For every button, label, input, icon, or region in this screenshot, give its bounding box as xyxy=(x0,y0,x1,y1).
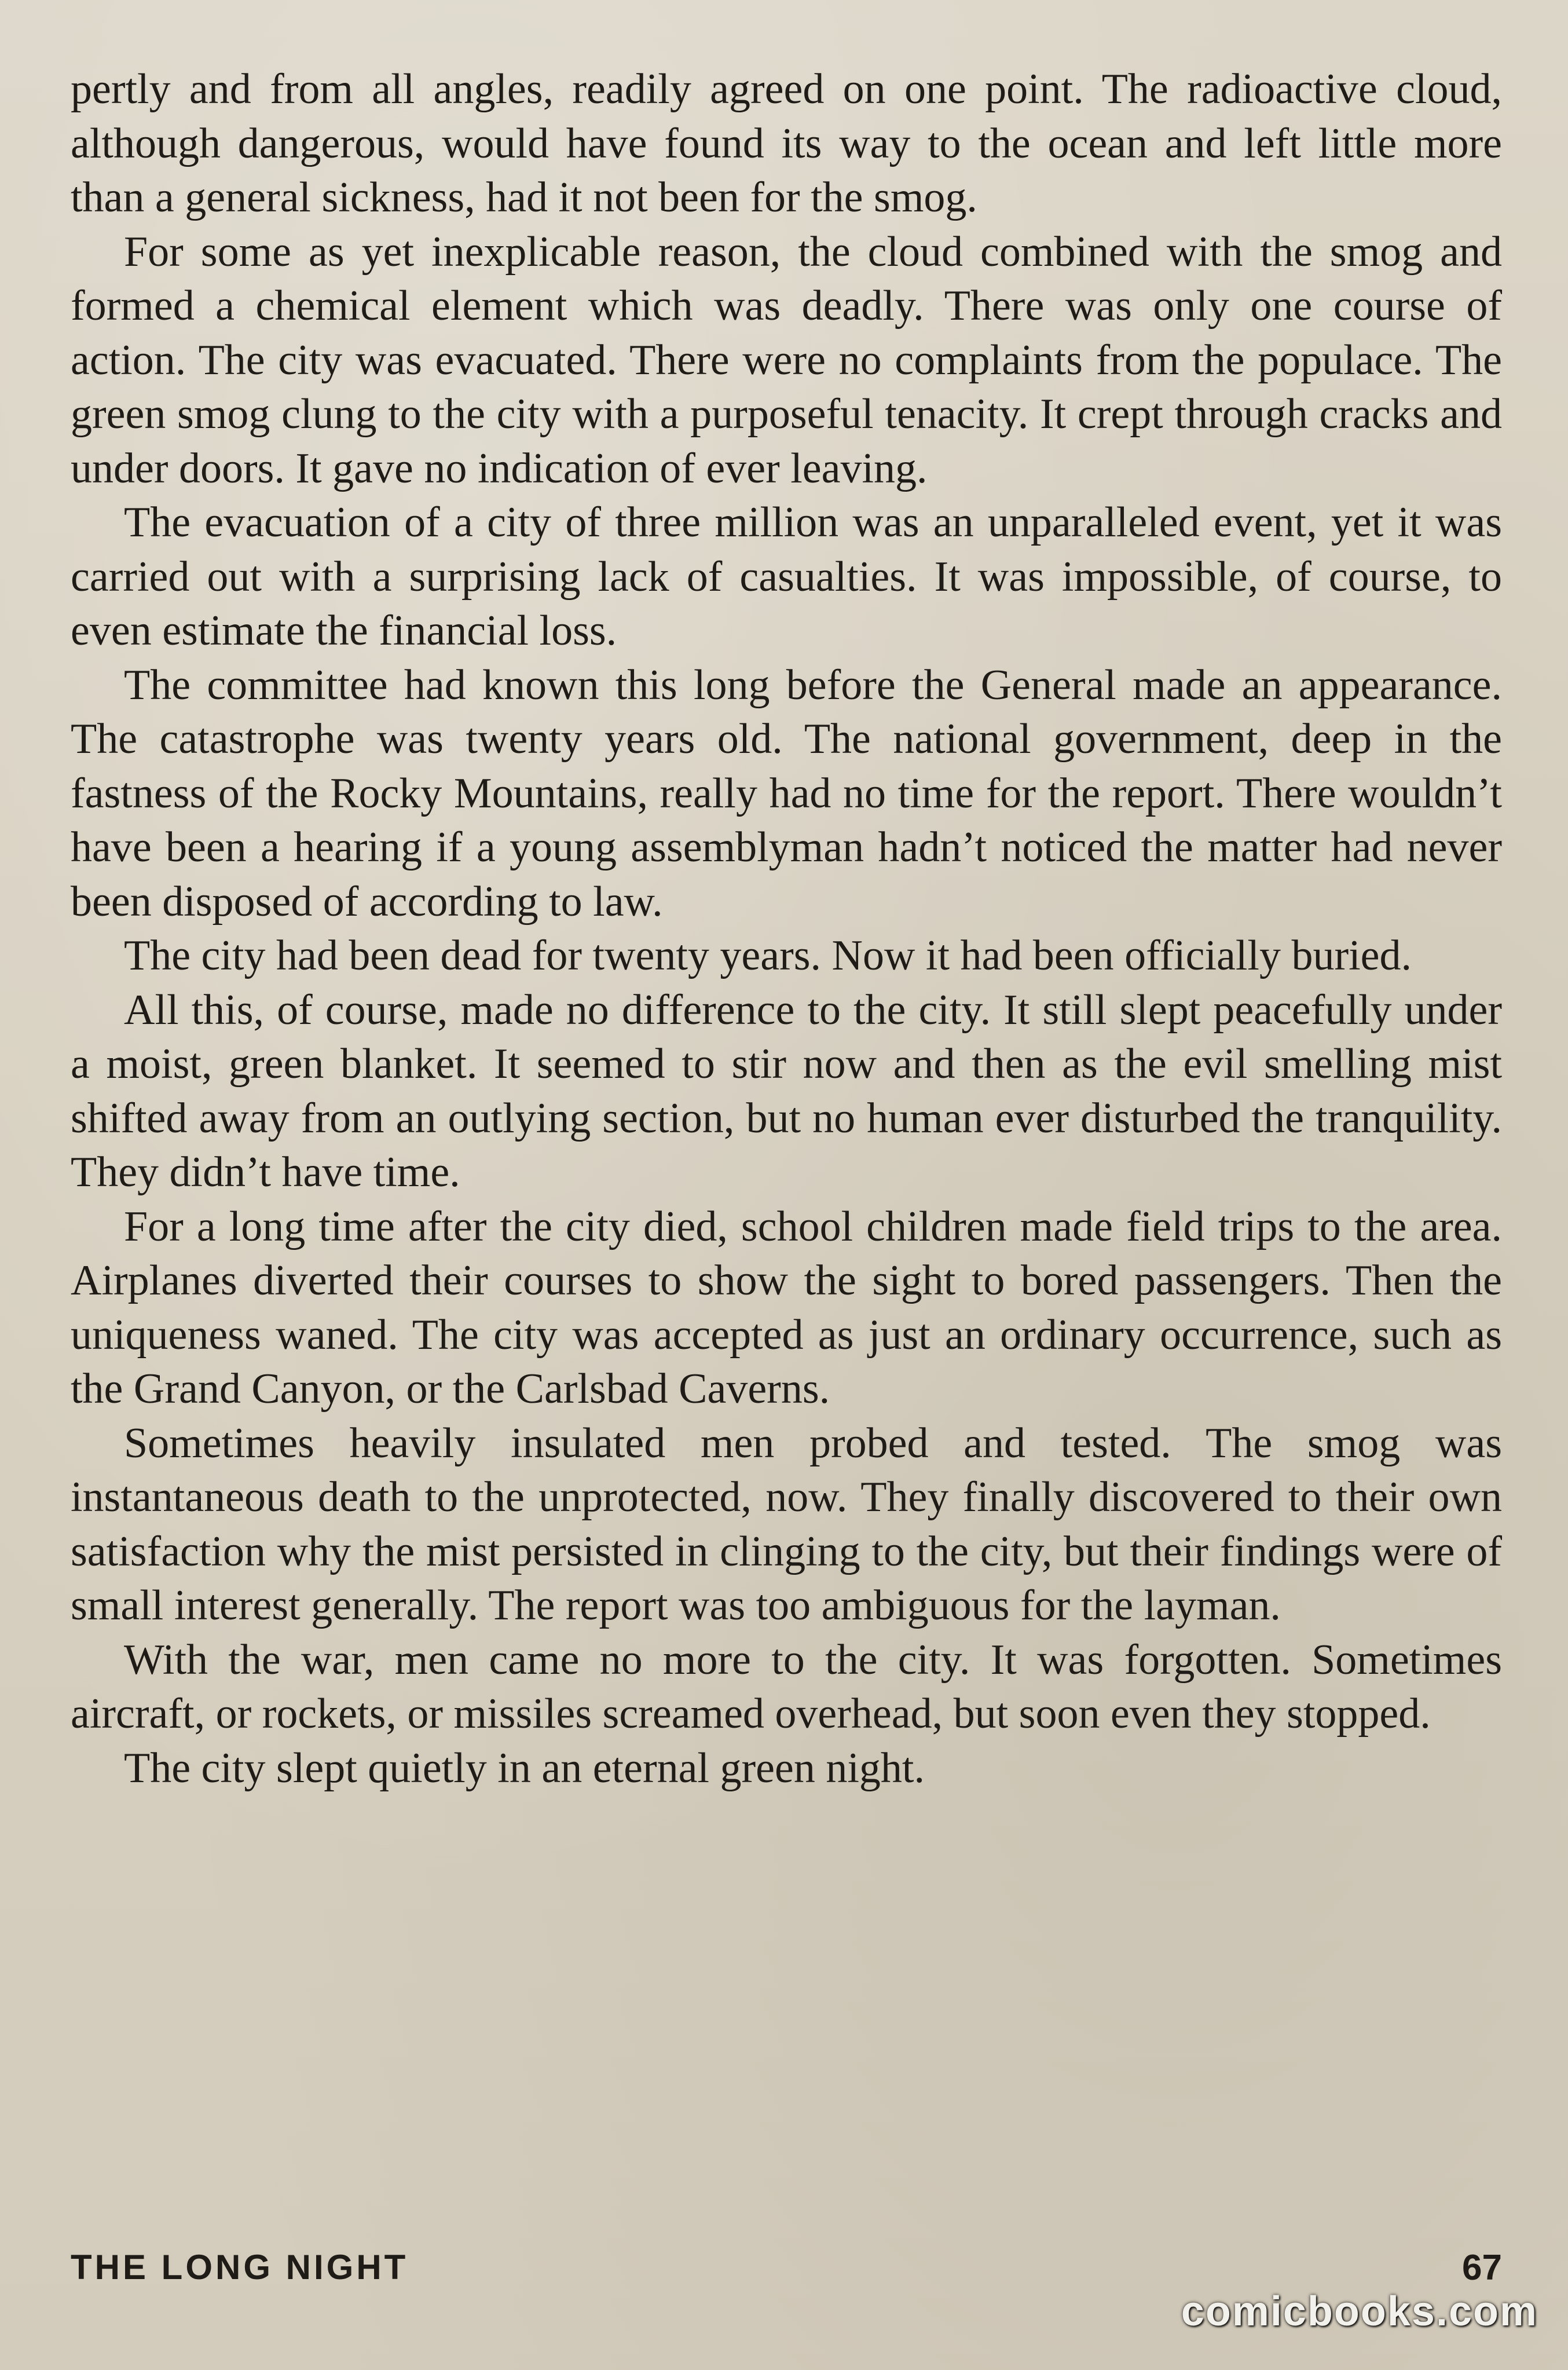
body-text xyxy=(71,63,1502,1795)
paragraph-6: All this, of course, made no difference to the city. It still slept peacefully under a moist, green blanket. It seemed to stir now and then as the evil smelling mist shifted away from an outlying section, but no human ever disturbed the tranquility. They didn’t have time. xyxy=(71,986,1502,1196)
paragraph-5: The city had been dead for twenty years. Now it had been officially buried. xyxy=(124,932,1412,979)
paragraph-10: The city slept quietly in an eternal green night. xyxy=(124,1744,925,1792)
paragraph-8: Sometimes heavily insulated men probed and tested. The smog was instantaneous death to the unprotected, now. They finally discovered to their own satisfaction why the mist persisted in clinging to the city, but their findings were of small interest generally. The report was too ambiguous for the layman. xyxy=(71,1419,1502,1629)
page-number: 67 xyxy=(1462,2248,1502,2288)
paragraph-3: The evacuation of a city of three million was an unparalleled event, yet it was carried out with a surprising lack of casualties. It was impossible, of course, to even estimate the financial loss. xyxy=(71,499,1502,654)
site-watermark: comicbooks.com xyxy=(1181,2288,1538,2335)
paragraph-9: With the war, men came no more to the city. It was forgotten. Sometimes aircraft, or rockets, or missiles screamed overhead, but soon even they stopped. xyxy=(71,1636,1502,1738)
paragraph-4: The committee had known this long before the General made an appearance. The catastrophe was twenty years old. The national government, deep in the fastness of the Rocky Mountains, really had no time for the report. There wouldn’t have been a hearing if a young assemblyman hadn’t noticed the matter had never been disposed of according to law. xyxy=(71,661,1502,926)
running-title: THE LONG NIGHT xyxy=(71,2248,409,2287)
paragraph-2: For some as yet inexplicable reason, the cloud combined with the smog and formed a chemical element which was deadly. There was only one course of action. The city was evacuated. There were no complaints from the populace. The green smog clung to the city with a purposeful tenacity. It crept through cracks and under doors. It gave no indication of ever leaving. xyxy=(71,228,1502,492)
paragraph-1: pertly and from all angles, readily agreed on one point. The radioactive cloud, although dangerous, would have found its way to the ocean and left little more than a general sickness, had it not been for the smog. xyxy=(71,65,1502,221)
paragraph-7: For a long time after the city died, school children made field trips to the area. Airplanes diverted their courses to show the sight to bored passengers. Then the uniqueness waned. The city was accepted as just an ordinary occurrence, such as the Grand Canyon, or the Carlsbad Caverns. xyxy=(71,1202,1502,1413)
